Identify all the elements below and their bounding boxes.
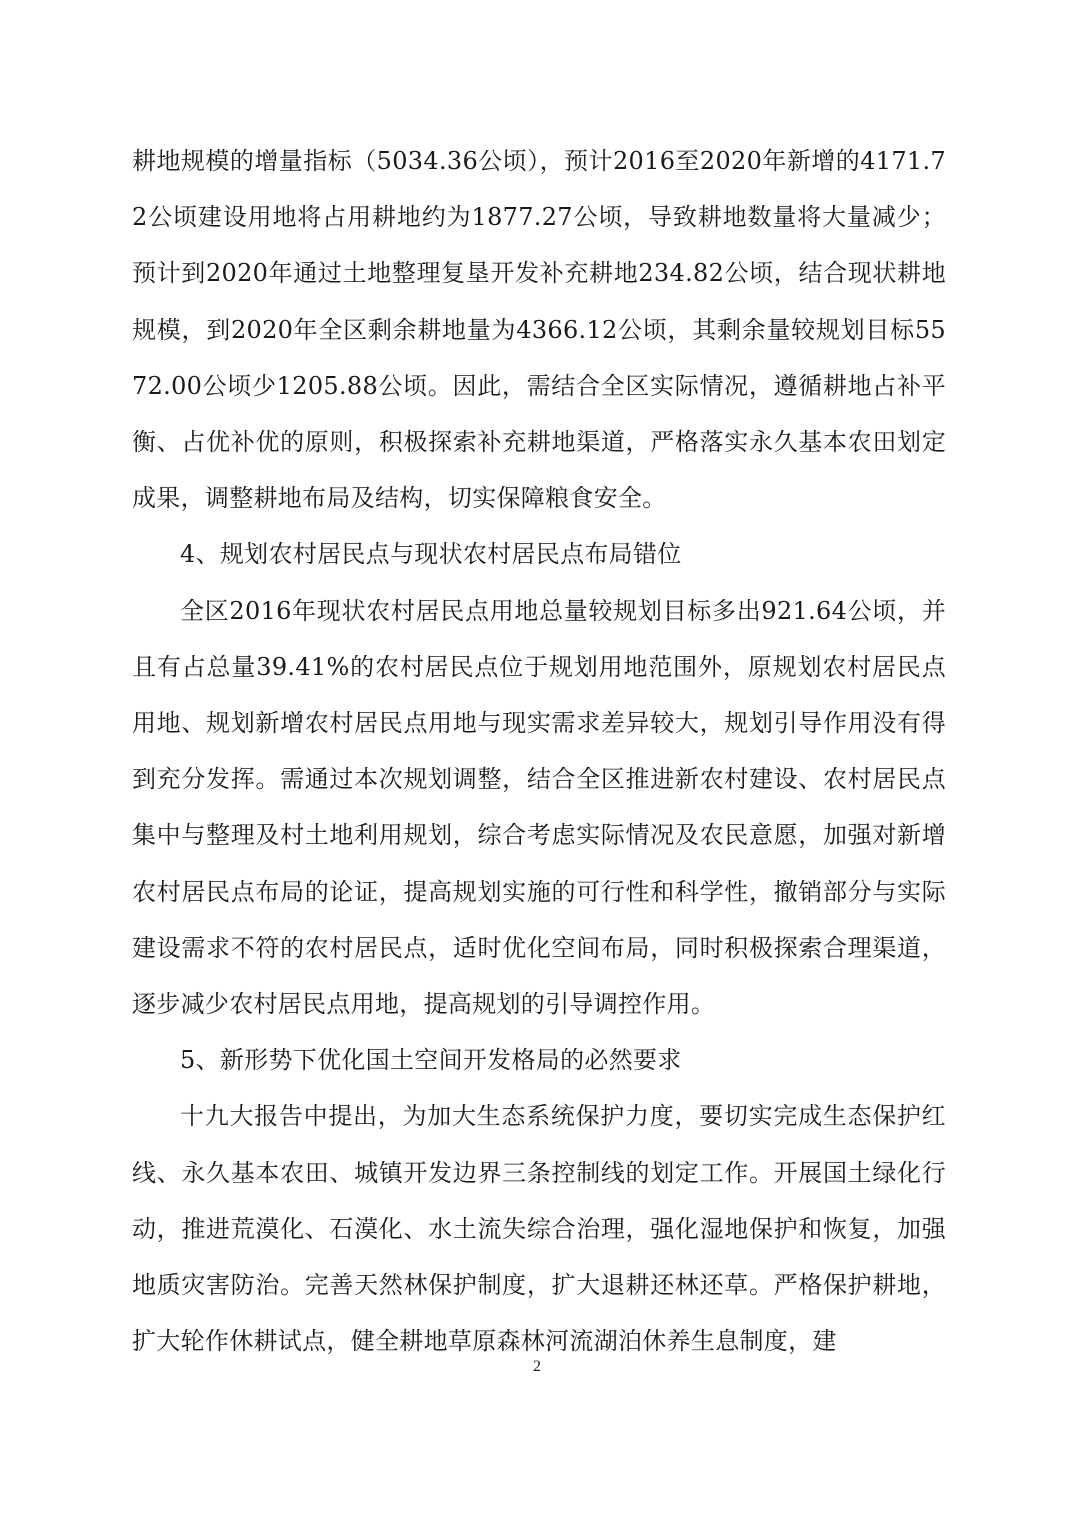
section-heading-spatial-development: 5、新形势下优化国土空间开发格局的必然要求 — [180, 1046, 682, 1075]
paragraph-spatial-development: 十九大报告中提出，为加大生态系统保护力度，要切实完成生态保护红线、永久基本农田、城镇开发边界三条控制线的划定工作。开展国土绿化行动，推进荒漠化、石漠化、水土流失综合治理，强化湿地保护和恢复，加强地质灾害防治。完善天然林保护制度，扩大退耕还林还草。严格保护耕地，扩大轮作休耕试点，健全耕地草原森林河流湖泊休养生息制度，建 — [132, 1102, 946, 1356]
page-number: 2 — [533, 1358, 541, 1375]
paragraph-rural-settlements: 全区2016年现状农村居民点用地总量较规划目标多出921.64公顷，并且有占总量39.41%的农村居民点位于规划用地范围外，原规划农村居民点用地、规划新增农村居民点用地与现实需求差异较大，规划引导作用没有得到充分发挥。需通过本次规划调整，结合全区推进新农村建设、农村居民点集中与整理及村土地利用规划，综合考虑实际情况及农民意愿，加强对新增农村居民点布局的论证，提高规划实施的可行性和科学性，撤销部分与实际建设需求不符的农村居民点，适时优化空间布局，同时积极探索合理渠道，逐步减少农村居民点用地，提高规划的引导调控作用。 — [132, 596, 946, 1019]
paragraph-cultivated-land-balance: 耕地规模的增量指标（5034.36公顷），预计2016至2020年新增的4171.72公顷建设用地将占用耕地约为1877.27公顷，导致耕地数量将大量减少；预计到2020年通过土地整理复垦开发补充耕地234.82公顷，结合现状耕地规模，到2020年全区剩余耕地量为4366.12公顷，其剩余量较规划目标5572.00公顷少1205.88公顷。因此，需结合全区实际情况，遵循耕地占补平衡、占优补优的原则，积极探索补充耕地渠道，严格落实永久基本农田划定成果，调整耕地布局及结构，切实保障粮食安全。 — [132, 147, 946, 513]
page-body — [132, 133, 946, 1369]
section-heading-rural-settlements: 4、规划农村居民点与现状农村居民点布局错位 — [180, 540, 682, 569]
